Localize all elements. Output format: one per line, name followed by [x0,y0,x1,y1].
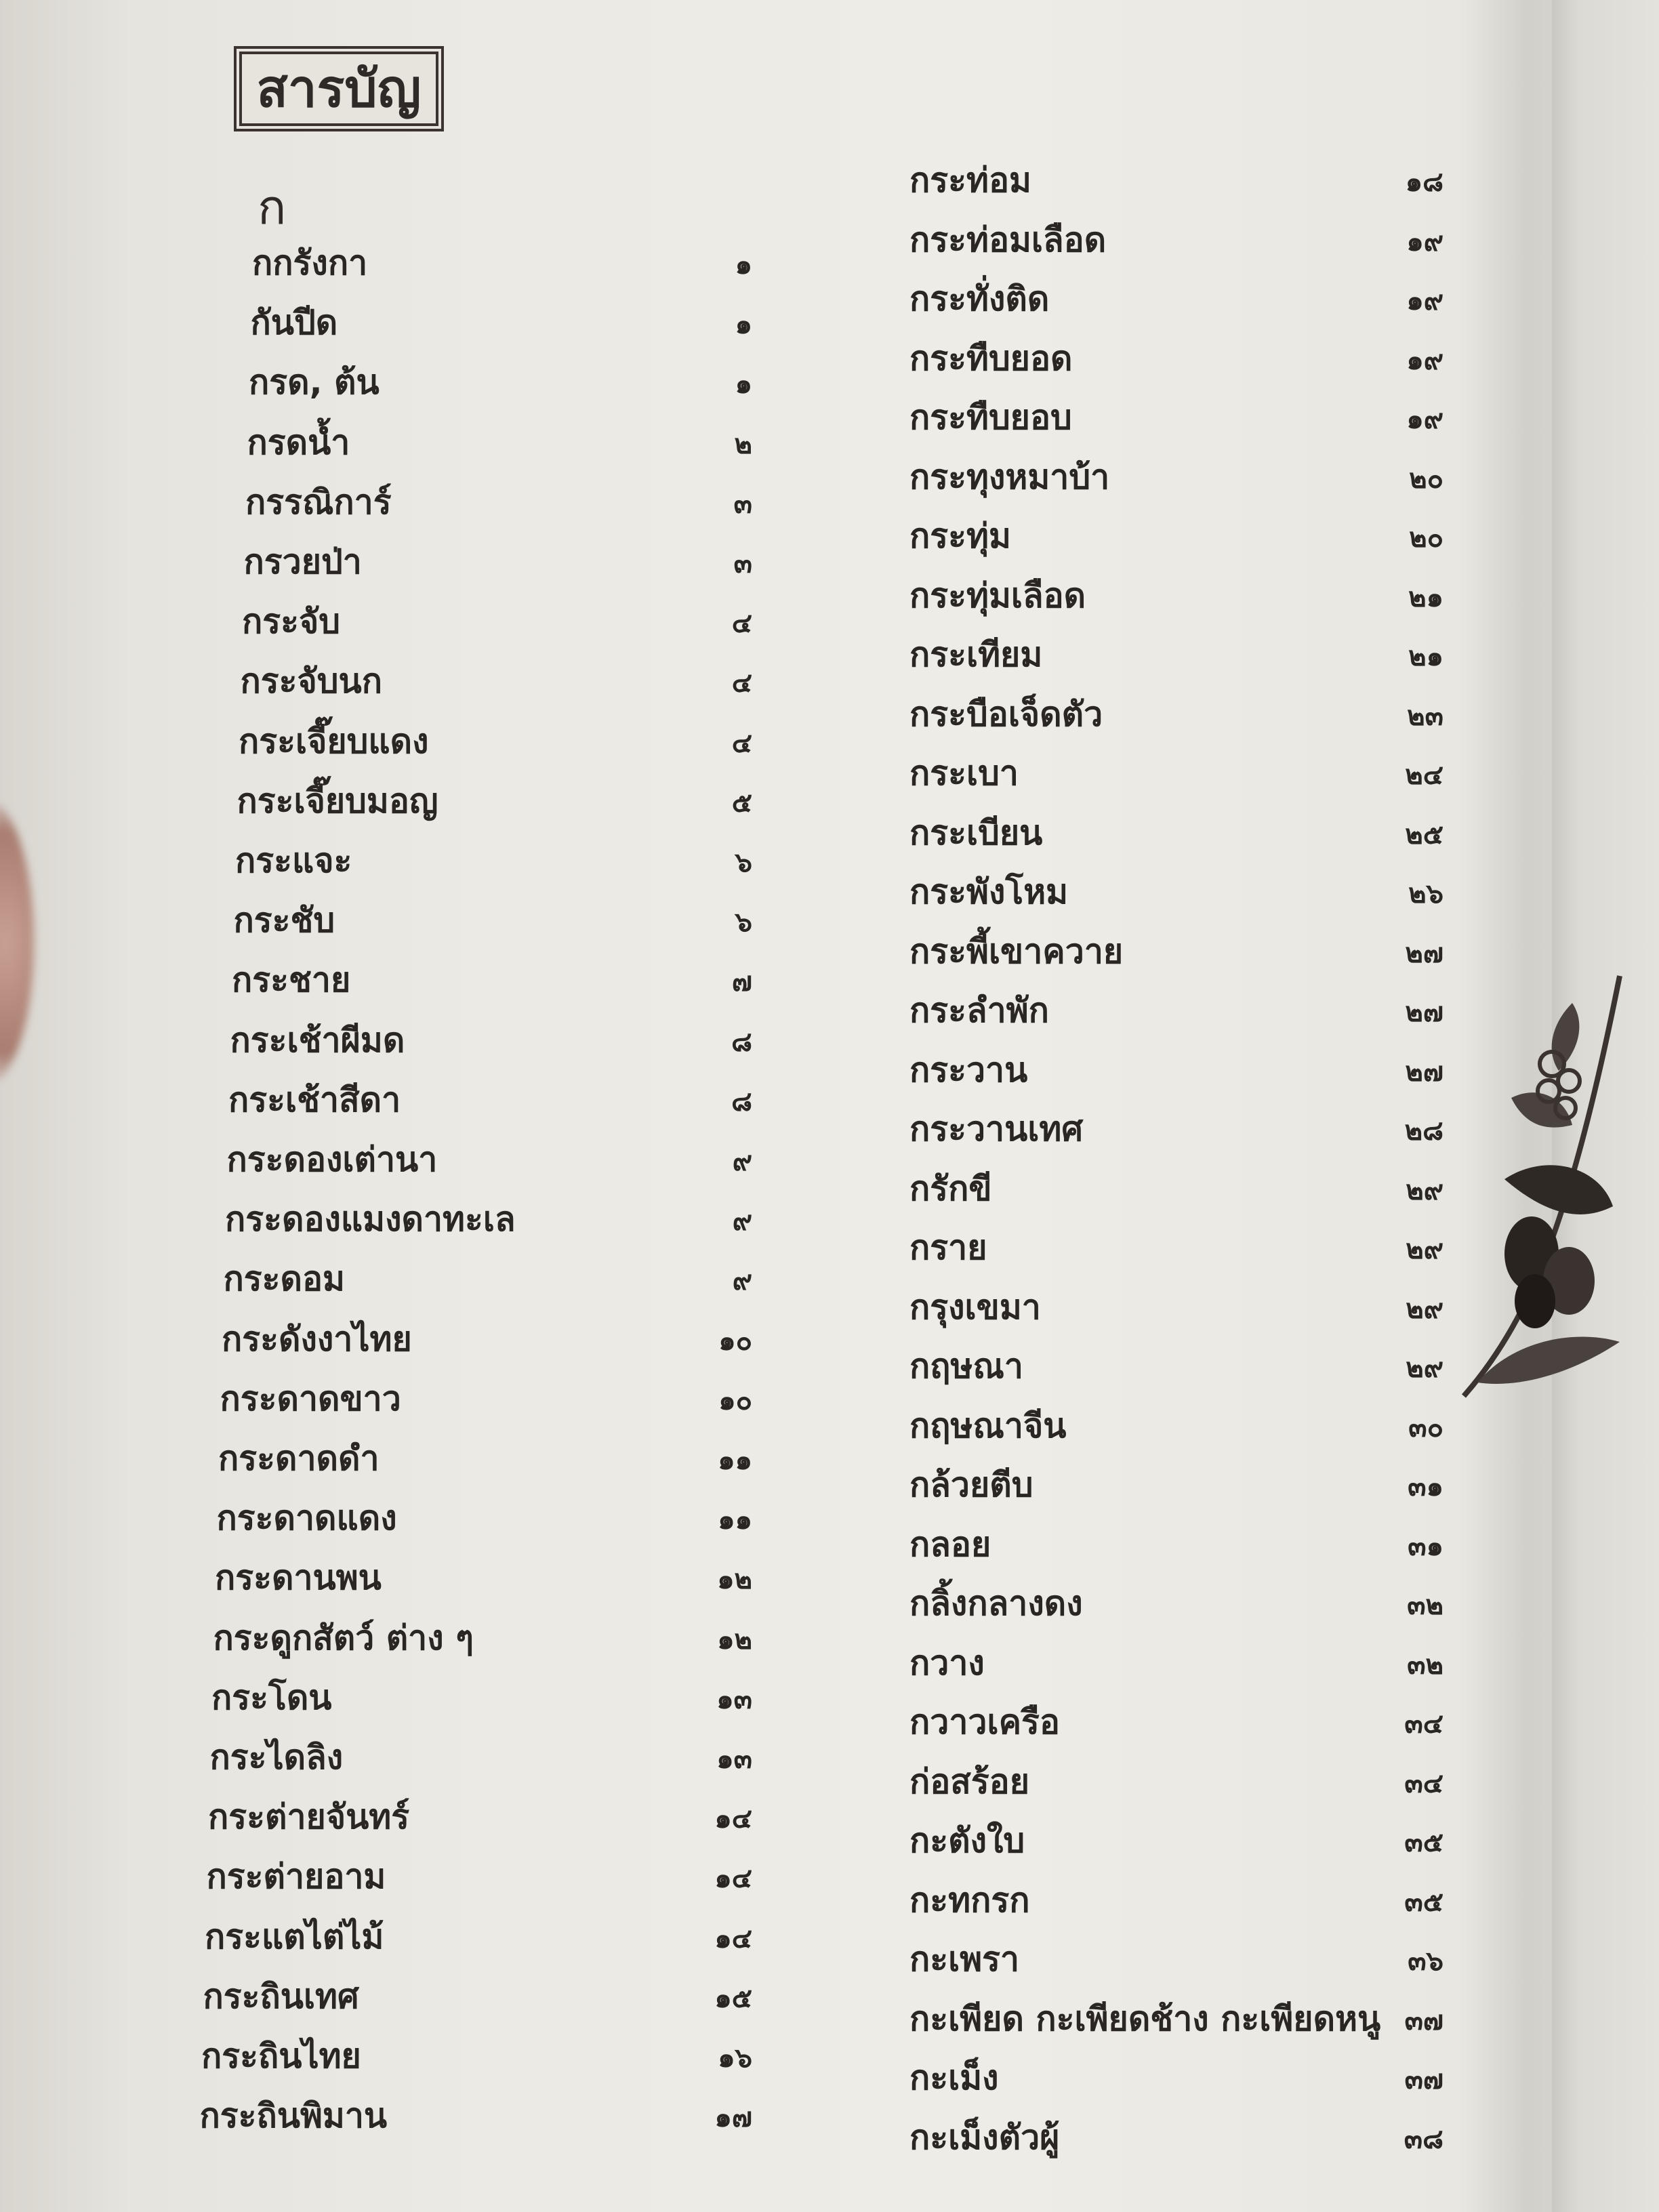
entry-name: กล้วยตีบ [909,1465,1033,1504]
entry-name: กระเช้าสีดา [228,1080,401,1120]
toc-entry [226,1139,752,1193]
toc-entry [909,1227,1452,1282]
toc-entry [909,516,1452,570]
entry-page-number: ๒๑ [1408,641,1443,672]
entry-name: กระโดน [211,1677,332,1717]
toc-entry [909,694,1452,748]
entry-page-number: ๒๐ [1409,523,1443,554]
entry-page-number: ๒๘ [1404,1115,1443,1147]
entry-page-number: ๒๗ [1405,1056,1443,1088]
entry-page-number: ๑๙ [1406,285,1443,316]
entry-name: กระดองเต่านา [226,1140,438,1179]
entry-name: กรวยป่า [243,542,362,581]
entry-name: กระท่อม [909,161,1031,200]
entry-page-number: ๕ [731,787,752,819]
entry-page-number: ๑๔ [714,1863,752,1895]
entry-name: กระดูกสัตว์ ต่าง ๆ [213,1618,474,1658]
entry-name: กระต่ายจันทร์ [208,1797,410,1837]
toc-entry [211,1677,752,1732]
entry-page-number: ๒๓ [1407,700,1443,732]
entry-page-number: ๓๒ [1407,1590,1443,1621]
entry-name: กระดังงาไทย [222,1319,412,1359]
entry-name: กวาง [909,1643,985,1683]
entry-name: กันปีด [250,303,338,343]
entry-page-number: ๑๗ [714,2102,752,2134]
entry-page-number: ๒๔ [1405,760,1443,791]
entry-page-number: ๑๒ [717,1624,752,1656]
toc-entry [225,1199,752,1253]
toc-entry [205,1917,752,1971]
toc-entry [909,2117,1452,2171]
entry-page-number: ๑ [735,309,752,341]
entry-name: กระดาดดำ [218,1439,380,1478]
entry-page-number: ๓๗ [1404,2064,1443,2095]
entry-page-number: ๙ [732,1146,752,1177]
entry-page-number: ๑ [735,369,752,401]
entry-name: กระเบา [909,754,1019,793]
entry-name: กกรังกา [252,243,368,283]
entry-name: กระถินไทย [201,2036,361,2076]
toc-entry [242,601,757,655]
toc-entry [909,397,1452,451]
section-letter: ก [258,180,287,235]
entry-name: กระชาย [232,960,351,1000]
entry-page-number: ๓๒ [1407,1649,1443,1681]
toc-entry [206,1856,752,1910]
toc-entry [220,1378,752,1433]
entry-page-number: ๑๐ [718,1325,752,1357]
entry-page-number: ๓ [733,488,752,520]
entry-page-number: ๖ [735,847,752,878]
toc-entry [909,1406,1452,1460]
toc-entry [237,781,752,835]
toc-entry [247,422,762,476]
entry-name: กฤษณาจีน [909,1406,1067,1446]
toc-entry [909,2057,1452,2112]
entry-page-number: ๙ [732,1265,752,1297]
toc-entry [909,279,1452,333]
entry-page-number: ๖ [735,907,752,939]
toc-entry [235,840,750,895]
toc-entry [909,220,1452,274]
toc-entry [203,1976,752,2030]
entry-page-number: ๒๗ [1405,937,1443,969]
entry-page-number: ๑๒ [717,1564,752,1596]
entry-page-number: ๓๕ [1404,1827,1443,1858]
entry-page-number: ๔ [731,668,752,699]
entry-name: กระลำพัก [909,991,1049,1030]
toc-entry [223,1258,752,1313]
entry-name: กลิ้งกลางดง [909,1584,1083,1623]
entry-page-number: ๘ [731,1026,752,1058]
entry-name: กรรณิการ์ [245,482,392,522]
entry-page-number: ๒๙ [1406,1174,1443,1206]
entry-page-number: ๒ [734,428,752,460]
entry-page-number: ๓๕ [1404,1886,1443,1918]
toc-entry [909,931,1452,985]
entry-name: กราย [909,1228,987,1267]
entry-name: กะตังใบ [909,1821,1025,1860]
entry-page-number: ๒๑ [1408,581,1443,613]
entry-page-number: ๒๖ [1408,878,1443,909]
entry-name: กระพี้เขาควาย [909,931,1124,971]
toc-entry [241,661,756,715]
entry-name: กฤษณา [909,1347,1023,1386]
entry-name: กระจับ [242,602,341,642]
toc-entry [909,1999,1452,2053]
toc-entry [909,1109,1452,1163]
entry-page-number: ๒๐ [1409,463,1443,495]
entry-name: กระเจี๊ยบแดง [239,721,429,761]
entry-page-number: ๑๕ [714,1982,752,2014]
entry-name: กรุงเขมา [909,1287,1041,1327]
toc-entry [213,1618,752,1672]
entry-name: กระดานพน [215,1558,382,1598]
entry-name: กระเจี๊ยบมอญ [237,781,438,821]
entry-page-number: ๓๑ [1408,1530,1443,1562]
entry-page-number: ๓๔ [1404,1708,1443,1740]
entry-page-number: ๑๔ [714,1803,752,1835]
entry-name: กะเม็ง [909,2058,999,2097]
toc-entry [909,1465,1452,1519]
entry-page-number: ๑๘ [1405,167,1443,198]
entry-name: กระท่อมเลือด [909,220,1107,260]
toc-entry [909,1287,1452,1341]
toc-entry [245,482,760,536]
toc-entry [222,1319,752,1373]
entry-name: กระบือเจ็ดตัว [909,694,1103,734]
entry-name: กระต่ายอาม [206,1857,386,1897]
entry-name: กะทกรก [909,1880,1030,1920]
entry-name: กระเช้าผีมด [230,1020,405,1060]
entry-name: กระทุงหมาบ้า [909,457,1110,497]
entry-name: กระดอม [223,1259,345,1299]
entry-page-number: ๔ [731,727,752,759]
entry-page-number: ๒๙ [1406,1234,1443,1265]
toc-entry [909,1524,1452,1578]
entry-page-number: ๑๙ [1406,344,1443,376]
entry-page-number: ๒๙ [1406,1353,1443,1384]
toc-entry [215,1557,752,1612]
entry-page-number: ๓ [733,548,752,579]
entry-page-number: ๒๗ [1405,997,1443,1028]
entry-name: กรักขี [909,1168,992,1208]
entry-name: กระถินพิมาน [199,2096,388,2136]
entry-name: กระทุ่มเลือด [909,575,1086,615]
toc-entry [228,1080,752,1134]
entry-name: กระทืบยอบ [909,398,1072,437]
toc-entry [208,1797,752,1851]
toc-entry [218,1438,752,1492]
entry-name: กระดาดแดง [216,1498,397,1538]
toc-entry [909,872,1452,926]
entry-name: กะเพียด กะเพียดช้าง กะเพียดหนู [909,1999,1381,2039]
entry-page-number: ๓๔ [1404,1767,1443,1799]
toc-entry [909,1702,1452,1756]
toc-entry [232,960,752,1014]
flower-decoration-icon [1450,962,1654,1437]
toc-entry [909,1820,1452,1875]
entry-name: กะเพรา [909,1940,1020,1979]
entry-name: กลอย [909,1524,991,1564]
toc-entry [909,1168,1452,1223]
entry-page-number: ๓๑ [1408,1471,1443,1502]
thumb-shadow [0,800,34,1084]
entry-name: กระทุ่ม [909,516,1011,556]
toc-entry [909,634,1452,689]
entry-name: กวาวเครือ [909,1702,1060,1742]
entry-page-number: ๑๐ [718,1385,752,1416]
entry-page-number: ๑๔ [714,1923,752,1954]
toc-entry [216,1498,752,1552]
toc-entry [909,575,1452,630]
entry-page-number: ๑๑ [718,1445,752,1476]
toc-entry [909,338,1452,392]
entry-name: กระดองแมงดาทะเล [225,1200,516,1240]
toc-entry [909,990,1452,1044]
entry-page-number: ๙ [732,1206,752,1237]
toc-entry [239,721,754,775]
entry-name: กระดาดขาว [220,1378,401,1418]
entry-page-number: ๗ [731,966,752,998]
toc-entry [909,160,1452,214]
entry-name: กระพังโหม [909,872,1069,912]
toc-entry [909,1346,1452,1400]
entry-page-number: ๘ [731,1086,752,1118]
entry-name: กระเทียม [909,635,1043,674]
entry-page-number: ๒๙ [1406,1293,1443,1325]
toc-entry [909,813,1452,867]
entry-name: กระจับนก [240,661,382,701]
toc-entry [209,1737,752,1791]
entry-page-number: ๑๓ [716,1744,752,1775]
toc-entry [230,1020,752,1074]
entry-page-number: ๓๖ [1408,1946,1443,1977]
entry-name: กรด, ต้น [249,363,380,403]
entry-name: กระแตไต่ไม้ [205,1917,384,1957]
entry-name: กระถินเทศ [203,1976,359,2016]
entry-page-number: ๓๐ [1408,1412,1443,1443]
toc-entry [249,362,764,416]
toc-entry [244,541,759,596]
entry-page-number: ๑๖ [718,2043,752,2074]
toc-entry [909,1761,1452,1816]
entry-name: กระแจะ [235,841,352,880]
entry-name: กระวานเทศ [909,1109,1084,1149]
entry-name: กระทั่งติด [909,279,1050,319]
toc-entry [252,243,767,297]
toc-entry [909,753,1452,807]
toc-entry [909,1643,1452,1697]
entry-name: ก่อสร้อย [909,1761,1030,1801]
toc-entry [201,2036,752,2090]
entry-name: กระชับ [233,901,335,941]
entry-page-number: ๓๘ [1404,2123,1443,2155]
entry-name: กระวาน [909,1050,1028,1090]
entry-page-number: ๑๑ [718,1504,752,1536]
entry-name: กระไดลิง [209,1738,344,1777]
entry-name: กระเบียน [909,813,1043,853]
entry-name: กระทืบยอด [909,338,1073,378]
toc-entry [909,457,1452,511]
toc-entry [909,1583,1452,1637]
entry-page-number: ๑๙ [1406,404,1443,435]
entry-page-number: ๒๕ [1405,819,1443,851]
toc-entry [199,2095,752,2150]
toc-entry [909,1880,1452,1934]
entry-page-number: ๓๗ [1404,2005,1443,2036]
page-title: สารบัญ [256,58,422,119]
toc-entry [251,302,766,356]
entry-name: กะเม็งตัวผู้ [909,2117,1060,2157]
toc-entry [909,1939,1452,1993]
toc-entry [233,900,752,954]
entry-page-number: ๑๓ [716,1683,752,1715]
entry-page-number: ๑๙ [1406,226,1443,258]
entry-name: กรดน้ำ [247,422,350,462]
entry-page-number: ๑ [735,249,752,281]
toc-title-box [234,46,444,131]
toc-entry [909,1050,1452,1104]
entry-page-number: ๔ [731,608,752,640]
